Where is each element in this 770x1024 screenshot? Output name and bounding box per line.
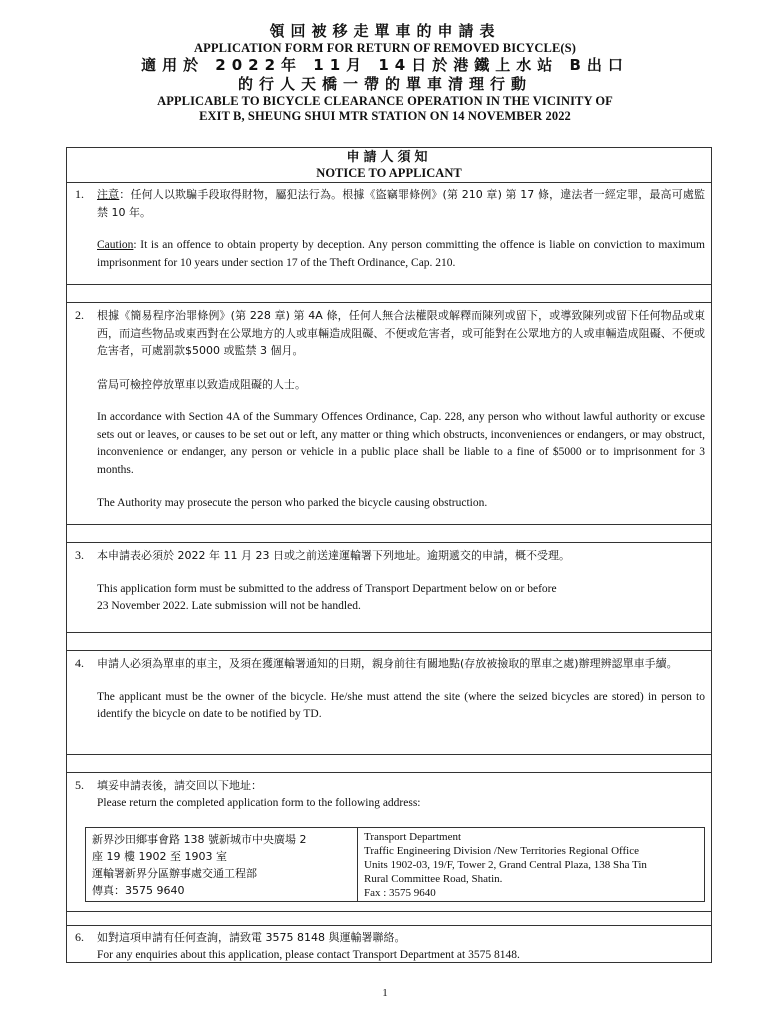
item-body [97, 186, 705, 272]
row-divider [67, 633, 711, 651]
notice-item-1 [67, 182, 711, 285]
address-en [358, 828, 704, 901]
applicable-zh-line-2: 的行人天橋一帶的單車清理行動 [237, 75, 532, 93]
notice-item-6 [67, 926, 711, 962]
form-title-zh: 領回被移走單車的申請表 [269, 22, 501, 40]
item-3-text-zh: 本申請表必須於 2022 年 11 月 23 日或之前送達運輸署下列地址。逾期遞交的申請，概不受理。 [97, 549, 570, 562]
caution-label-en: Caution [97, 239, 134, 251]
row-divider [67, 912, 711, 926]
item-number: 3. [75, 548, 84, 562]
notice-item-5 [67, 773, 711, 912]
item-4-text-zh: 申請人必須為單車的車主，及須在獲運輸署通知的日期，親身前往有關地點(存放被撿取的單車之處)辦理辨認單車手續。 [97, 657, 678, 670]
item-2-text-en-1: In accordance with Section 4A of the Summary Offences Ordinance, Cap. 228, any person who without lawful authority or excuse sets out or leaves, or causes to be set out or left, any matter or thing which obstructs, inconveniences or endangers, or may obstruct, inconvenience or endanger, any person or vehicle in a public place shall be liable to a fine of $5000 or to imprisonment for 3 months. [97, 411, 705, 476]
applicable-en-line-1: APPLICABLE TO BICYCLE CLEARANCE OPERATION IN THE VICINITY OF [157, 94, 613, 108]
item-2-text-en-2: The Authority may prosecute the person who parked the bicycle causing obstruction. [97, 497, 488, 509]
notice-heading [67, 148, 711, 183]
address-zh-line: 運輸署新界分區辦事處交通工程部 [92, 867, 257, 880]
address-zh [86, 828, 358, 901]
row-divider [67, 525, 711, 543]
page-number: 1 [382, 987, 388, 999]
notice-item-3 [67, 543, 711, 633]
return-address-table [85, 827, 705, 902]
form-header [0, 22, 770, 124]
address-zh-line: 座 19 樓 1902 至 1903 室 [92, 850, 227, 863]
item-2-text-zh-1: 根據《簡易程序治罪條例》(第 228 章) 第 4A 條，任何人無合法權限或解釋而陳列或留下，或導致陳列或留下任何物品或東西，而這些物品或東西對在公眾地方的人或車輛造成阻礙、不便或危害者，或可能對在公眾地方的人或車輛造成阻礙、不便或危害者，可處罰款$5000 或監禁 3 個月。 [97, 309, 705, 357]
item-body [97, 307, 705, 513]
item-3-text-en-1: This application form must be submitted to the address of Transport Department below on or before [97, 582, 557, 595]
item-number: 2. [75, 308, 84, 322]
applicable-zh-line-1: 適用於 2022年 11月 14日於港鐵上水站 B出口 [141, 56, 629, 74]
notice-heading-en: NOTICE TO APPLICANT [316, 166, 462, 180]
item-5-text-zh: 填妥申請表後，請交回以下地址： [97, 779, 262, 792]
item-body [97, 547, 705, 616]
notice-heading-zh: 申請人須知 [346, 150, 432, 165]
form-title-en: APPLICATION FORM FOR RETURN OF REMOVED BICYCLE(S) [194, 41, 576, 55]
address-en-line: Traffic Engineering Division /New Territories Regional Office [364, 845, 639, 857]
notice-item-4 [67, 651, 711, 755]
item-6-text-zh: 如對這項申請有任何查詢，請致電 3575 8148 與運輸署聯絡。 [97, 931, 406, 944]
notice-box [66, 147, 712, 963]
item-5-text-en: Please return the completed application form to the following address: [97, 796, 421, 809]
item-1-text-zh: 注意：任何人以欺騙手段取得財物，屬犯法行為。根據《盜竊罪條例》(第 210 章) 第 17 條，違法者一經定罪，最高可處監禁 10 年。 [97, 188, 705, 219]
address-zh-line: 新界沙田鄉事會路 138 號新城市中央廣場 2 [92, 833, 307, 846]
address-en-line: Transport Department [364, 831, 462, 843]
address-en-fax: Fax : 3575 9640 [364, 887, 436, 899]
item-body [97, 777, 705, 812]
applicable-en-line-2: EXIT B, SHEUNG SHUI MTR STATION ON 14 NOVEMBER 2022 [199, 109, 571, 123]
item-2-text-zh-2: 當局可檢控停放單車以致造成阻礙的人士。 [97, 377, 306, 391]
item-1-text-en: Caution: It is an offence to obtain property by deception. Any person committing the offence is liable on conviction to maximum imprisonment for 10 years under section 17 of the Theft Ordinance, Cap. 210. [97, 239, 705, 269]
notice-item-2 [67, 303, 711, 525]
item-body [97, 929, 705, 964]
address-en-line: Rural Committee Road, Shatin. [364, 873, 503, 885]
item-3-text-en-2: 23 November 2022. Late submission will not be handled. [97, 600, 361, 612]
item-number: 1. [75, 187, 84, 201]
item-body [97, 655, 705, 724]
address-en-line: Units 1902-03, 19/F, Tower 2, Grand Central Plaza, 138 Sha Tin [364, 859, 647, 871]
item-6-text-en: For any enquiries about this application, please contact Transport Department at 3575 8148. [97, 948, 520, 961]
item-number: 4. [75, 656, 84, 670]
caution-label-zh: 注意 [97, 188, 120, 201]
address-zh-fax: 傳真：3575 9640 [92, 884, 185, 897]
item-number: 6. [75, 930, 84, 944]
item-4-text-en: The applicant must be the owner of the bicycle. He/she must attend the site (where the seized bicycles are stored) in person to identify the bicycle on date to be notified by TD. [97, 690, 705, 720]
row-divider [67, 755, 711, 773]
item-number: 5. [75, 778, 84, 792]
row-divider [67, 285, 711, 303]
